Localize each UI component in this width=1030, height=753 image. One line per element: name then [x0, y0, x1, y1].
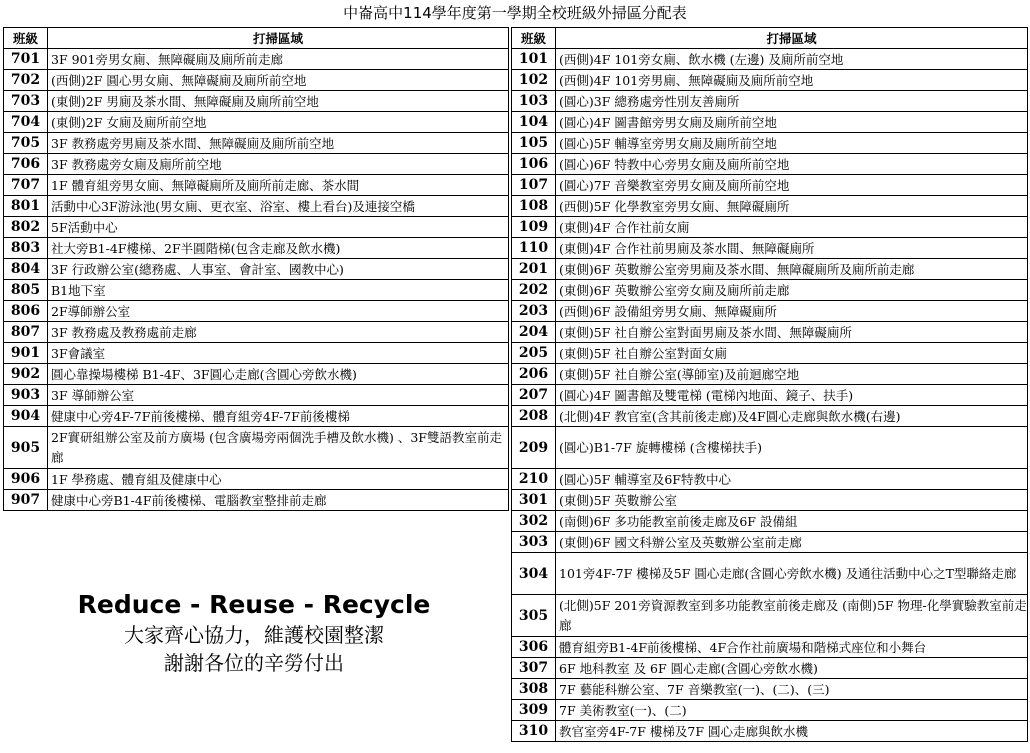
class-number: 901: [4, 343, 48, 364]
table-row: [4, 364, 509, 385]
cleaning-area: 體育組旁B1-4F前後樓梯、4F合作社前廣場和階梯式座位和小舞台: [556, 637, 1028, 658]
class-number: 904: [4, 406, 48, 427]
table-row: [4, 301, 509, 322]
cleaning-area: 7F 美術教室(一)、(二): [556, 700, 1028, 721]
class-number: 805: [4, 280, 48, 301]
cleaning-area: (東側)6F 國文科辦公室及英數辦公室前走廊: [556, 532, 1028, 553]
class-number: 707: [4, 175, 48, 196]
cleaning-area: (西側)5F 化學教室旁男女廁、無障礙廁所: [556, 196, 1028, 217]
cleaning-area: (東側)5F 英數辦公室: [556, 490, 1028, 511]
cleaning-area: 教官室旁4F-7F 樓梯及7F 圓心走廊與飲水機: [556, 721, 1028, 742]
table-row: [4, 217, 509, 238]
cleaning-area: (圓心)5F 輔導室旁男女廁及廁所前空地: [556, 133, 1028, 154]
cleaning-area: (東側)5F 社自辦公室對面女廁: [556, 343, 1028, 364]
table-row: [512, 154, 1028, 175]
class-number: 703: [4, 91, 48, 112]
class-number: 104: [512, 112, 556, 133]
class-number: 109: [512, 217, 556, 238]
class-number: 303: [512, 532, 556, 553]
table-row: [512, 217, 1028, 238]
class-number: 903: [4, 385, 48, 406]
table-row: [512, 658, 1028, 679]
table-row: [4, 133, 509, 154]
class-number: 906: [4, 469, 48, 490]
class-number: 702: [4, 70, 48, 91]
cleaning-area: 1F 體育組旁男女廁、無障礙廁所及廁所前走廊、茶水間: [48, 175, 509, 196]
cleaning-area: (南側)6F 多功能教室前後走廊及6F 設備組: [556, 511, 1028, 532]
table-row: [512, 721, 1028, 742]
cleaning-area: (圓心)5F 輔導室及6F特教中心: [556, 469, 1028, 490]
cleaning-area: (圓心)7F 音樂教室旁男女廁及廁所前空地: [556, 175, 1028, 196]
class-number: 309: [512, 700, 556, 721]
class-number: 803: [4, 238, 48, 259]
cleaning-area: (東側)4F 合作社前男廁及茶水間、無障礙廁所: [556, 238, 1028, 259]
table-row: [512, 364, 1028, 385]
cleaning-area: (西側)4F 101旁女廁、飲水機 (左邊) 及廁所前空地: [556, 49, 1028, 70]
cleaning-area: 2F導師辦公室: [48, 301, 509, 322]
class-number: 701: [4, 49, 48, 70]
table-row: [512, 175, 1028, 196]
class-number: 107: [512, 175, 556, 196]
class-number: 209: [512, 427, 556, 469]
cleaning-area: (東側)5F 社自辦公室(導師室)及前迴廊空地: [556, 364, 1028, 385]
table-row: [512, 532, 1028, 553]
table-row: [512, 595, 1028, 637]
cleaning-area: (圓心)6F 特教中心旁男女廁及廁所前空地: [556, 154, 1028, 175]
table-row: [512, 301, 1028, 322]
table-row: [4, 259, 509, 280]
slogan-english: Reduce - Reuse - Recycle: [77, 590, 431, 619]
table-row: [4, 406, 509, 427]
table-row: [4, 490, 509, 511]
table-row: [512, 427, 1028, 469]
class-number: 907: [4, 490, 48, 511]
class-number: 101: [512, 49, 556, 70]
class-number: 307: [512, 658, 556, 679]
cleaning-area: 7F 藝能科辦公室、7F 音樂教室(一)、(二)、(三): [556, 679, 1028, 700]
cleaning-area: 3F 901旁男女廁、無障礙廁及廁所前走廊: [48, 49, 509, 70]
class-number: 706: [4, 154, 48, 175]
cleaning-area: 圓心靠操場樓梯 B1-4F、3F圓心走廊(含圓心旁飲水機): [48, 364, 509, 385]
table-row: [4, 469, 509, 490]
class-number: 801: [4, 196, 48, 217]
left-header-row: [4, 28, 509, 49]
table-row: [512, 49, 1028, 70]
table-row: [4, 154, 509, 175]
table-row: [512, 637, 1028, 658]
cleaning-area: (西側)6F 設備組旁男女廁、無障礙廁所: [556, 301, 1028, 322]
cleaning-area: 健康中心旁B1-4F前後樓梯、電腦教室整排前走廊: [48, 490, 509, 511]
class-number: 806: [4, 301, 48, 322]
table-row: [512, 112, 1028, 133]
table-row: [512, 490, 1028, 511]
class-number: 201: [512, 259, 556, 280]
page-title: 中崙高中114學年度第一學期全校班級外掃區分配表: [343, 4, 687, 22]
table-row: [512, 343, 1028, 364]
class-number: 207: [512, 385, 556, 406]
table-row: [512, 280, 1028, 301]
cleaning-area: 3F 教務處及教務處前走廊: [48, 322, 509, 343]
class-number: 208: [512, 406, 556, 427]
class-number: 105: [512, 133, 556, 154]
class-number: 705: [4, 133, 48, 154]
class-number: 102: [512, 70, 556, 91]
table-row: [512, 259, 1028, 280]
slogan-line-2: 謝謝各位的辛勞付出: [164, 651, 344, 675]
table-row: [512, 679, 1028, 700]
table-row: [4, 49, 509, 70]
cleaning-area: 3F 教務處旁男廁及茶水間、無障礙廁及廁所前空地: [48, 133, 509, 154]
class-number: 301: [512, 490, 556, 511]
cleaning-area: (圓心)3F 總務處旁性別友善廁所: [556, 91, 1028, 112]
class-number: 804: [4, 259, 48, 280]
cleaning-area: 1F 學務處、體育組及健康中心: [48, 469, 509, 490]
class-number: 302: [512, 511, 556, 532]
right-header-row: [512, 28, 1028, 49]
table-row: [4, 280, 509, 301]
class-number: 802: [4, 217, 48, 238]
class-number: 306: [512, 637, 556, 658]
cleaning-area: (北側)5F 201旁資源教室到多功能教室前後走廊及 (南側)5F 物理-化學實驗教室前走廊: [556, 595, 1028, 637]
cleaning-area: (圓心)4F 圖書館旁男女廁及廁所前空地: [556, 112, 1028, 133]
cleaning-area: (西側)4F 101旁男廁、無障礙廁及廁所前空地: [556, 70, 1028, 91]
cleaning-area: 3F 教務處旁女廁及廁所前空地: [48, 154, 509, 175]
cleaning-area: B1地下室: [48, 280, 509, 301]
table-row: [4, 70, 509, 91]
cleaning-area: 6F 地科教室 及 6F 圓心走廊(含圓心旁飲水機): [556, 658, 1028, 679]
cleaning-area: (東側)6F 英數辦公室旁男廁及茶水間、無障礙廁所及廁所前走廊: [556, 259, 1028, 280]
table-row: [512, 196, 1028, 217]
cleaning-area: (北側)4F 教官室(含其前後走廊)及4F圓心走廊與飲水機(右邊): [556, 406, 1028, 427]
left-table: [3, 27, 509, 511]
area-header: 打掃區域: [556, 28, 1028, 49]
cleaning-area: 社大旁B1-4F樓梯、2F半圓階梯(包含走廊及飲水機): [48, 238, 509, 259]
table-row: [4, 238, 509, 259]
area-header: 打掃區域: [48, 28, 509, 49]
class-number: 108: [512, 196, 556, 217]
cleaning-area: 健康中心旁4F-7F前後樓梯、體育組旁4F-7F前後樓梯: [48, 406, 509, 427]
cleaning-area: 2F實研組辦公室及前方廣場 (包含廣場旁兩個洗手槽及飲水機) 、3F雙語教室前走廊: [48, 427, 509, 469]
class-header: 班級: [4, 28, 48, 49]
table-row: [512, 553, 1028, 595]
cleaning-area: 101旁4F-7F 樓梯及5F 圓心走廊(含圓心旁飲水機) 及通往活動中心之T型聯絡走廊: [556, 553, 1028, 595]
table-row: [4, 91, 509, 112]
table-row: [4, 385, 509, 406]
class-number: 305: [512, 595, 556, 637]
class-number: 204: [512, 322, 556, 343]
table-row: [512, 406, 1028, 427]
table-row: [512, 91, 1028, 112]
cleaning-area: 活動中心3F游泳池(男女廁、更衣室、浴室、樓上看台)及連接空橋: [48, 196, 509, 217]
class-number: 807: [4, 322, 48, 343]
table-row: [512, 133, 1028, 154]
table-row: [4, 343, 509, 364]
right-table: [511, 27, 1028, 742]
class-number: 704: [4, 112, 48, 133]
cleaning-area: (圓心)B1-7F 旋轉樓梯 (含樓梯扶手): [556, 427, 1028, 469]
table-row: [4, 322, 509, 343]
table-row: [512, 322, 1028, 343]
table-row: [512, 469, 1028, 490]
class-number: 304: [512, 553, 556, 595]
table-row: [4, 175, 509, 196]
class-number: 103: [512, 91, 556, 112]
class-number: 210: [512, 469, 556, 490]
class-number: 206: [512, 364, 556, 385]
class-number: 308: [512, 679, 556, 700]
table-row: [4, 427, 509, 469]
cleaning-area: (東側)2F 男廁及茶水間、無障礙廁及廁所前空地: [48, 91, 509, 112]
table-row: [512, 238, 1028, 259]
table-row: [4, 112, 509, 133]
table-row: [512, 385, 1028, 406]
class-number: 110: [512, 238, 556, 259]
class-number: 902: [4, 364, 48, 385]
slogan-line-1: 大家齊心協力，維護校園整潔: [124, 623, 384, 647]
cleaning-area: 3F 導師辦公室: [48, 385, 509, 406]
cleaning-area: (東側)2F 女廁及廁所前空地: [48, 112, 509, 133]
cleaning-area: (東側)6F 英數辦公室旁女廁及廁所前走廊: [556, 280, 1028, 301]
class-number: 106: [512, 154, 556, 175]
class-number: 203: [512, 301, 556, 322]
cleaning-area: (西側)2F 圓心男女廁、無障礙廁及廁所前空地: [48, 70, 509, 91]
table-row: [512, 70, 1028, 91]
class-number: 205: [512, 343, 556, 364]
cleaning-area: (東側)4F 合作社前女廁: [556, 217, 1028, 238]
class-number: 310: [512, 721, 556, 742]
cleaning-area: 3F會議室: [48, 343, 509, 364]
cleaning-area: 3F 行政辦公室(總務處、人事室、會計室、國教中心): [48, 259, 509, 280]
table-row: [512, 511, 1028, 532]
slogan: [0, 589, 508, 677]
class-header: 班級: [512, 28, 556, 49]
cleaning-area: (圓心)4F 圖書館及雙電梯 (電梯內地面、鏡子、扶手): [556, 385, 1028, 406]
table-row: [512, 700, 1028, 721]
cleaning-area: (東側)5F 社自辦公室對面男廁及茶水間、無障礙廁所: [556, 322, 1028, 343]
class-number: 905: [4, 427, 48, 469]
cleaning-area: 5F活動中心: [48, 217, 509, 238]
class-number: 202: [512, 280, 556, 301]
table-row: [4, 196, 509, 217]
